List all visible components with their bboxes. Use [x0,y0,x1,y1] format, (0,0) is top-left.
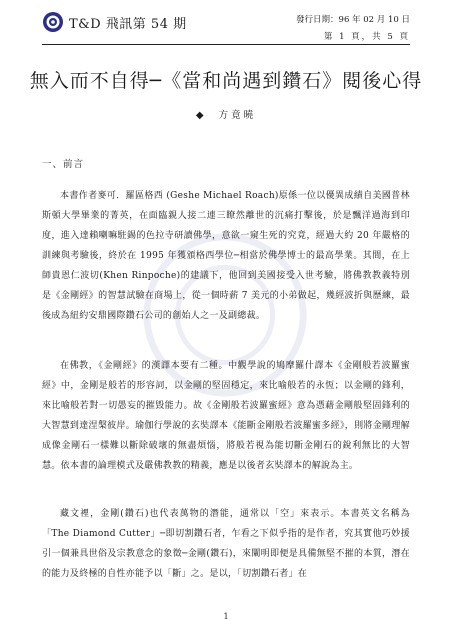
author-line [0,107,452,121]
section-heading: 一、前言 [42,159,85,170]
header-meta [296,12,410,46]
paragraph-3: 藏文裡，金剛(鑽石)也代表萬物的潛能，通常以「空」來表示。本書英文名稱為「The Diamond Cutter」─即切割鑽石者，乍看之下似乎指的是作者，究其實他巧妙援引一個兼具世俗及宗教意念的象徵─金剛(鑽石)，來闡明即便是具備無堅不摧的本質，潛在的能力及終極的自性亦能予以「斷」之。是以，「切割鑽石者」在 [42,509,410,579]
paragraph-2: 在佛教，《金剛經》的漢譯本要有二種。中觀學說的鳩摩羅什譯本《金剛般若波羅蜜經》中，金剛是般若的形容詞，以金剛的堅固穩定，來比喻般若的永恆；以金剛的鋒利，來比喻般若對一切愚妄的摧毀能力。故《金剛般若波羅蜜經》意為憑藉金剛般堅固鋒利的大智慧到達涅槃彼岸。瑜伽行學說的玄奘譯本《能斷金剛般若波羅蜜多經》，則將金剛理解成像金剛石一樣難以斷除破壞的無盡煩惱，將般若視為能切斷金剛石的銳利無比的大智慧。依本書的論理模式及嚴佛教教的精義，應是以後者玄奘譯本的解說為主。 [42,361,410,471]
issue-date: 發行日期：96 年 02 月 10 日 [296,15,410,25]
header-divider [42,44,410,45]
diamond-bullet-icon: ◆ [195,110,207,121]
page-number: 1 [223,612,229,621]
td-logo-icon [42,11,64,33]
document-title: 無入而不自得─《當和尚遇到鑽石》閱後心得 [29,70,423,92]
newsletter-title: T&D 飛訊第 54 期 [69,17,187,32]
paragraph-1: 本書作者麥可．羅區格西 (Geshe Michael Roach)原係一位以優異成績自美國普林斯頓大學畢業的菁英，在面臨親人接二連三瞭然離世的沉痛打擊後，於是飄洋過海到印度，進入達賴喇嘛駐錫的色拉寺研讀佛學，意欲一窺生死的究竟，經過大約 20 年嚴格的訓練與考驗後，終於在 1995 年獲頒格西學位─相當於佛學博士的最高學業。其間，在上師貴恩仁波切(Khen Rinpoche)的建議下，他回到美國接受入世考驗，將佛教教義特別是《金剛經》的智慧試驗在商場上，從一個時薪 7 美元的小弟做起，幾經波折與歷練，最後成為紐約安鼎國際鑽石公司的創始人之一及副總裁。 [42,191,410,321]
page-info: 第 1 頁，共 5 頁 [323,32,410,42]
author-name: 方竟曉 [218,110,257,121]
